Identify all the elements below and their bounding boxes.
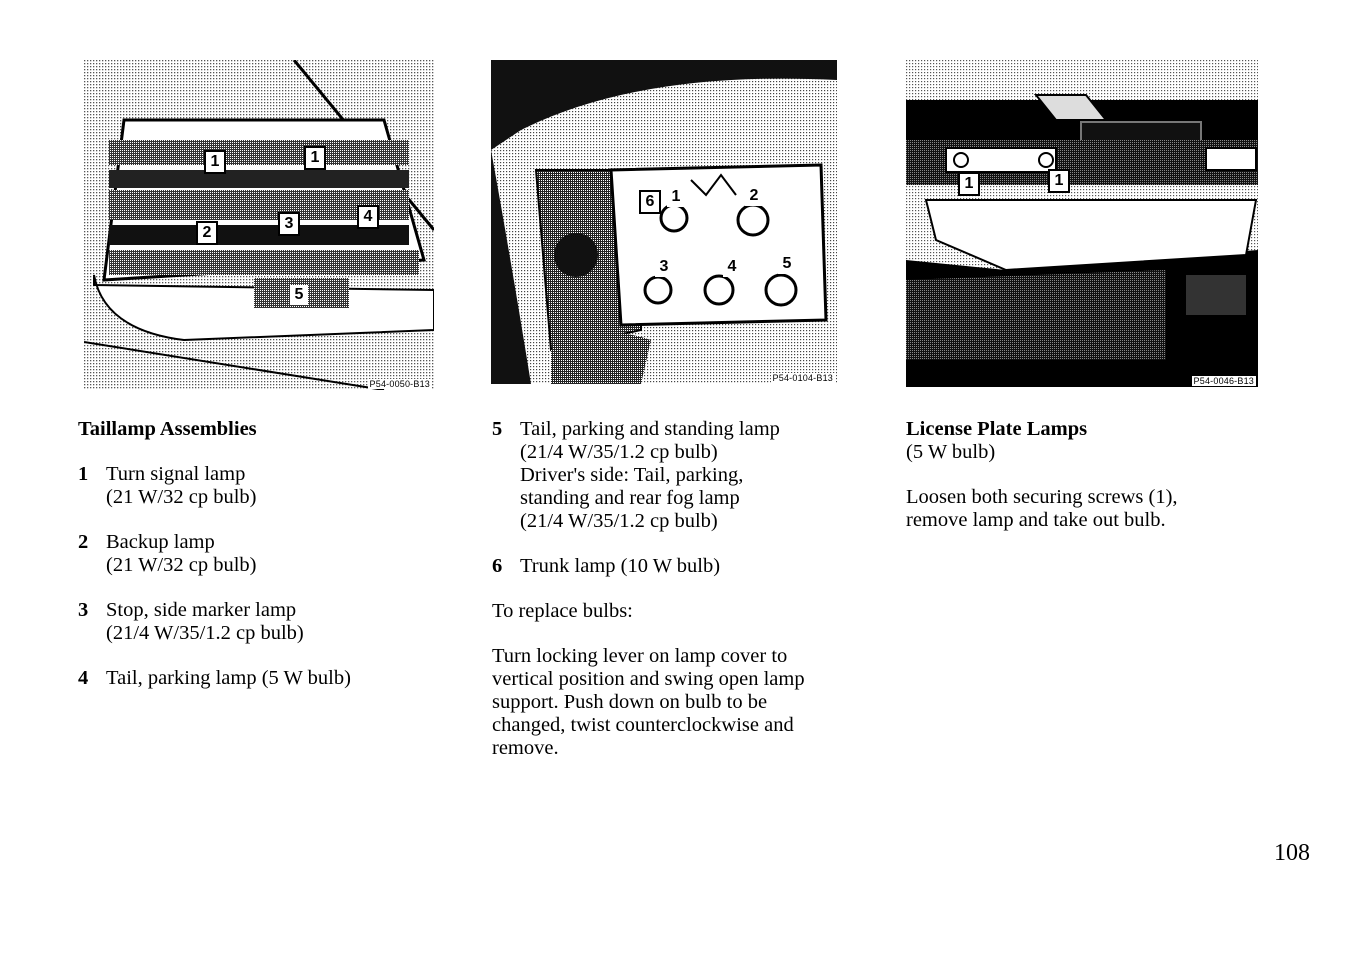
item-line: Tail, parking lamp (5 W bulb) [106, 667, 351, 689]
replace-bulbs-paragraph [492, 645, 872, 760]
item-line: (21/4 W/35/1.2 cp bulb) [520, 441, 718, 463]
item-number: 3 [78, 599, 89, 621]
paragraph-line: changed, twist counterclockwise and [492, 714, 794, 736]
taillamp-item-2 [78, 531, 468, 577]
license-callout-1b: 1 [1048, 169, 1070, 193]
taillamp-item-4 [78, 667, 468, 690]
item-line: Turn signal lamp [106, 463, 246, 485]
license-paragraph [906, 486, 1286, 532]
trunk-callout-3: 3 [655, 257, 673, 277]
replace-bulbs-heading: To replace bulbs: [492, 600, 633, 622]
paragraph-line: vertical position and swing open lamp [492, 668, 805, 690]
item-line: Stop, side marker lamp [106, 599, 297, 621]
license-subheading: (5 W bulb) [906, 441, 996, 463]
paragraph-line: Loosen both securing screws (1), [906, 486, 1178, 508]
paragraph-line: remove. [492, 737, 559, 759]
taillamp-item-3 [78, 599, 468, 645]
paragraph-line: Turn locking lever on lamp cover to [492, 645, 788, 667]
paragraph-line: remove lamp and take out bulb. [906, 509, 1166, 531]
trunk-callout-6: 6 [639, 190, 661, 214]
paragraph-line: support. Push down on bulb to be [492, 691, 768, 713]
item-line: (21 W/32 cp bulb) [106, 554, 257, 576]
trunk-figure [491, 60, 837, 384]
page-number: 108 [1274, 840, 1310, 866]
license-callout-1a: 1 [958, 172, 980, 196]
item-line: (21/4 W/35/1.2 cp bulb) [520, 510, 718, 532]
taillamp-item-1 [78, 463, 468, 509]
item-number: 2 [78, 531, 89, 553]
taillamp-heading: Taillamp Assemblies [78, 418, 257, 440]
license-heading: License Plate Lamps [906, 418, 1088, 440]
item-line: Trunk lamp (10 W bulb) [520, 555, 721, 577]
item-number: 5 [492, 418, 503, 440]
taillamp-callout-3: 3 [278, 212, 300, 236]
license-figure [906, 60, 1258, 387]
taillamp-callout-5: 5 [290, 285, 308, 305]
item-line: Backup lamp [106, 531, 215, 553]
trunk-illustration [491, 60, 837, 384]
item-line: Driver's side: Tail, parking, [520, 464, 744, 486]
license-illustration [906, 60, 1258, 387]
taillamp-illustration [84, 60, 434, 390]
trunk-item-6 [492, 555, 872, 578]
trunk-callout-1: 1 [667, 187, 685, 207]
taillamp-callout-4: 4 [357, 205, 379, 229]
trunk-item-5 [492, 418, 872, 533]
trunk-callout-2: 2 [745, 186, 763, 206]
item-line: standing and rear fog lamp [520, 487, 740, 509]
item-line: Tail, parking and standing lamp [520, 418, 780, 440]
trunk-text-column [492, 418, 872, 760]
item-line: (21 W/32 cp bulb) [106, 486, 257, 508]
item-number: 1 [78, 463, 89, 485]
trunk-figure-code: P54-0104-B13 [772, 373, 833, 383]
item-number: 6 [492, 555, 503, 577]
taillamp-callout-1b: 1 [304, 146, 326, 170]
taillamp-text-column [78, 418, 468, 690]
taillamp-callout-2: 2 [196, 221, 218, 245]
trunk-callout-4: 4 [723, 257, 741, 277]
item-line: (21/4 W/35/1.2 cp bulb) [106, 622, 304, 644]
item-number: 4 [78, 667, 89, 689]
license-text-column [906, 418, 1286, 532]
license-figure-code: P54-0046-B13 [1193, 376, 1254, 386]
taillamp-figure-code: P54-0050-B13 [369, 379, 430, 389]
taillamp-callout-1a: 1 [204, 150, 226, 174]
trunk-callout-5: 5 [778, 254, 796, 274]
taillamp-figure [84, 60, 434, 390]
